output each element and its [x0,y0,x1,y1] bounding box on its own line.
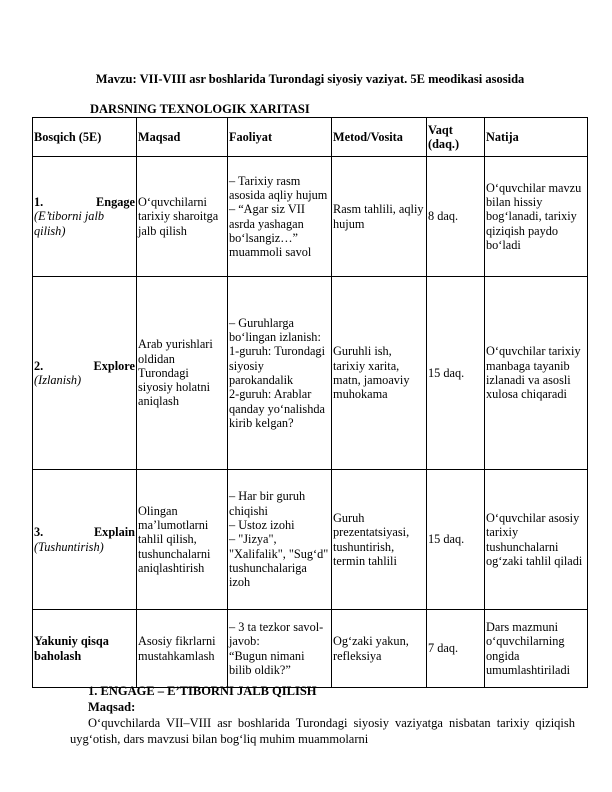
result-cell: Dars mazmuni o‘quvchilarning ongida umumlashtiriladi [485,610,588,688]
activity-cell [228,277,332,470]
method-cell: Rasm tahlili, aqliy hujum [332,157,427,277]
activity-line: 2-guruh: Arablar qanday yo‘nalishda kirib kelgan? [229,387,325,430]
table-header-row [33,118,588,157]
activity-cell [228,157,332,277]
stage-cell [33,277,137,470]
result-cell: O‘quvchilar mavzu bilan hissiy bog‘lanadi, tarixiy qiziqish paydo bo‘ladi [485,157,588,277]
activity-line: – “Agar siz VII asrda yashagan bo‘lsangiz…” muammoli savol [229,202,312,260]
stage-cell [33,470,137,610]
time-cell: 15 daq. [427,470,485,610]
activity-line: – Ustoz izohi [229,518,295,533]
result-cell: O‘quvchilar asosiy tarixiy tushunchalarni og‘zaki tahlil qiladi [485,470,588,610]
goal-label: Maqsad: [88,700,136,714]
activity-line: “Bugun nimani bilib oldik?” [229,648,305,677]
activity-line: – Guruhlarga bo‘lingan izlanish: [229,315,321,345]
lesson-map-table [32,117,588,688]
stage-name: 1. Engage [34,195,135,210]
method-cell: Guruh prezentatsiyasi, tushuntirish, termin tahlili [332,470,427,610]
result-cell: O‘quvchilar tarixiy manbaga tayanib izlanadi va asosli xulosa chiqaradi [485,277,588,470]
stage-subtitle: (Izlanish) [34,373,82,387]
table-caption: DARSNING TEXNOLOGIK XARITASI [90,102,310,116]
stage-cell [33,157,137,277]
header-goal: Maqsad [137,118,228,157]
table-row [33,610,588,688]
stage-name: 2. Explore [34,358,135,373]
method-cell: Og‘zaki yakun, refleksiya [332,610,427,688]
section-heading: 1. ENGAGE – E’TIBORNI JALB QILISH [88,684,317,698]
activity-cell [228,470,332,610]
header-activity: Faoliyat [228,118,332,157]
time-cell: 8 daq. [427,157,485,277]
activity-line: – "Jizya", "Xalifalik", "Sug‘d" tushunchalariga izoh [229,532,329,590]
goal-cell: Asosiy fikrlarni mustahkamlash [137,610,228,688]
table-row [33,157,588,277]
table-row [33,470,588,610]
stage-subtitle: (Tushuntirish) [34,539,104,554]
goal-cell: Arab yurishlari oldidan Turondagi siyosiy holatni aniqlash [137,277,228,470]
stage-subtitle: (E’tiborni jalb qilish) [34,209,105,238]
document-title: Mavzu: VII-VIII asr boshlarida Turondagi siyosiy vaziyat. 5E meodikasi asosida [95,72,525,86]
goal-cell: Olingan ma’lumotlarni tahlil qilish, tushunchalarni aniqlashtirish [137,470,228,610]
time-cell: 15 daq. [427,277,485,470]
time-cell: 7 daq. [427,610,485,688]
activity-line: 1-guruh: Turondagi siyosiy parokandalik [229,344,325,387]
section-paragraph: O‘quvchilarda VII–VIII asr boshlarida Turondagi siyosiy vaziyatga nisbatan tarixiy qiziqish uyg‘otish, dars mavzusi bilan bog‘liq muhim muammolarni [70,716,575,746]
stage-name: Yakuniy qisqa baholash [34,634,109,663]
activity-line: – Har bir guruh chiqishi [229,489,306,518]
activity-line: – Tarixiy rasm asosida aqliy hujum [229,173,328,202]
table-row [33,277,588,470]
activity-cell [228,610,332,688]
goal-cell: O‘quvchilarni tarixiy sharoitga jalb qilish [137,157,228,277]
stage-cell [33,610,137,688]
activity-line: – 3 ta tezkor savol-javob: [229,619,324,649]
method-cell: Guruhli ish, tarixiy xarita, matn, jamoaviy muhokama [332,277,427,470]
header-result: Natija [485,118,588,157]
header-time: Vaqt (daq.) [427,118,485,157]
stage-name: 3. Explain [34,525,135,540]
header-method: Metod/Vosita [332,118,427,157]
header-stage: Bosqich (5E) [33,118,137,157]
